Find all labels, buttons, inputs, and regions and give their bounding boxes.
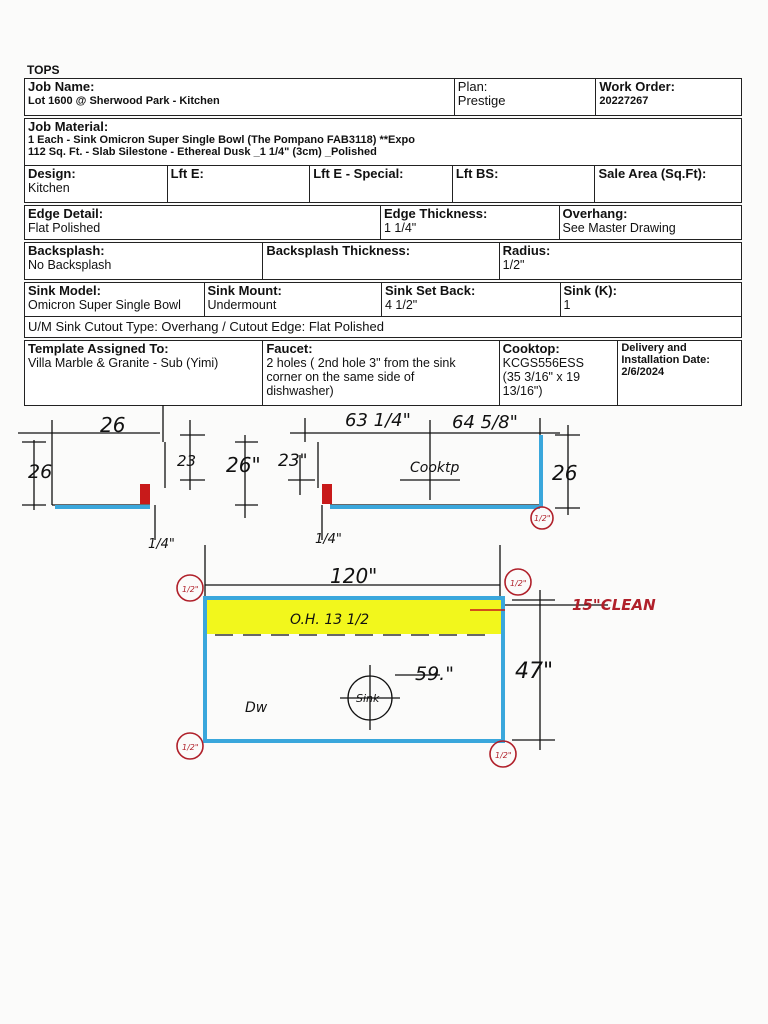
radius-cell	[500, 243, 741, 279]
lft-e-label: Lft E:	[170, 166, 204, 181]
radius-label-3: 1/2"	[510, 579, 527, 588]
dim-26-top: 26	[100, 413, 126, 437]
lft-e-cell	[168, 166, 311, 202]
overhang-value: See Master Drawing	[562, 221, 676, 235]
dim-26-mid: 26"	[226, 453, 261, 477]
dim-quarter-b: 1/4"	[315, 532, 342, 547]
dim-59: 59."	[415, 663, 454, 685]
left-sink-mark	[140, 484, 150, 504]
backsplash-thickness-cell	[263, 243, 499, 279]
faucet-label: Faucet:	[266, 341, 313, 356]
cooktop-line2: (35 3/16" x 19	[502, 370, 581, 384]
radius-markers	[177, 507, 553, 767]
dim-quarter-a: 1/4"	[148, 537, 175, 552]
template-label: Template Assigned To:	[28, 341, 169, 356]
sale-area-cell	[595, 166, 741, 202]
faucet-line3: dishwasher)	[266, 384, 334, 398]
cooktop-cell	[500, 341, 619, 405]
sink-mount-value: Undermount	[207, 298, 277, 312]
work-order-value: 20227267	[599, 95, 649, 107]
dim-47: 47"	[515, 659, 554, 684]
lft-bs-cell	[453, 166, 596, 202]
backsplash-thickness-label: Backsplash Thickness:	[266, 243, 411, 258]
sink-setback-cell	[382, 283, 561, 316]
edge-detail-cell	[25, 206, 381, 239]
dim-26-left: 26	[28, 461, 53, 483]
sink-k-label: Sink (K):	[563, 283, 617, 298]
overhang-label: Overhang:	[562, 206, 628, 221]
plan-label: Plan:	[457, 79, 488, 94]
dim-26-right: 26	[552, 461, 578, 485]
delivery-date: 2/6/2024	[621, 366, 665, 378]
dim-64: 64 5/8"	[452, 412, 518, 433]
cooktop-label-sketch: Cooktp	[410, 460, 460, 476]
template-row	[24, 340, 742, 406]
lft-e-special-cell	[310, 166, 453, 202]
cutout-row	[24, 317, 742, 338]
work-order-label: Work Order:	[599, 79, 675, 94]
job-name-value: Lot 1600 @ Sherwood Park - Kitchen	[28, 95, 220, 107]
dim-23-a: 23	[177, 452, 197, 470]
delivery-label-line1: Delivery and	[621, 342, 687, 354]
clean-note: 15"CLEAN	[572, 596, 656, 614]
radius-label: Radius:	[502, 243, 551, 258]
dim-23-b: 23"	[278, 451, 308, 471]
plan-cell	[455, 79, 597, 115]
radius-label-4: 1/2"	[182, 743, 199, 752]
radius-label-1: 1/2"	[534, 514, 551, 523]
design-row	[24, 166, 742, 203]
sale-area-label: Sale Area (Sq.Ft):	[598, 166, 707, 181]
work-order-cell	[596, 79, 741, 115]
job-row	[24, 78, 742, 116]
edge-thickness-value: 1 1/4"	[384, 221, 417, 235]
job-material-label: Job Material:	[28, 119, 109, 134]
design-cell	[25, 166, 168, 202]
sketch-linework	[18, 405, 608, 750]
edge-detail-value: Flat Polished	[28, 221, 101, 235]
sink-setback-label: Sink Set Back:	[385, 283, 476, 298]
template-cell	[25, 341, 263, 405]
radius-label-5: 1/2"	[495, 751, 512, 760]
overhang-cell	[560, 206, 742, 239]
job-form	[24, 78, 742, 406]
material-row	[24, 118, 742, 166]
edge-row	[24, 205, 742, 240]
design-label: Design:	[28, 166, 76, 181]
sink-label-sketch: Sink	[356, 692, 380, 705]
backsplash-label: Backsplash:	[28, 243, 105, 258]
sink-k-value: 1	[563, 298, 571, 312]
delivery-cell	[618, 341, 741, 405]
cooktop-label: Cooktop:	[502, 341, 560, 356]
faucet-line2: corner on the same side of	[266, 370, 415, 384]
job-material-line1: 1 Each - Sink Omicron Super Single Bowl (The Pompano FAB3118) **Expo	[28, 134, 415, 146]
finished-edge-lines	[55, 435, 541, 741]
sink-model-cell	[25, 283, 205, 316]
job-name-cell	[25, 79, 455, 115]
sink-setback-value: 4 1/2"	[385, 298, 418, 312]
sink-model-label: Sink Model:	[28, 283, 101, 298]
cooktop-line3: 13/16")	[502, 384, 543, 398]
delivery-label-line2: Installation Date:	[621, 354, 710, 366]
overhang-text: O.H. 13 1/2	[290, 612, 370, 628]
backsplash-value: No Backsplash	[28, 258, 112, 272]
dw-label-sketch: Dw	[245, 700, 268, 716]
right-sink-mark	[322, 484, 332, 504]
backsplash-cell	[25, 243, 263, 279]
radius-value: 1/2"	[502, 258, 525, 272]
faucet-cell	[263, 341, 499, 405]
edge-detail-label: Edge Detail:	[28, 206, 104, 221]
dim-120: 120"	[330, 564, 378, 588]
sink-k-cell	[561, 283, 742, 316]
um-cutout-cell: U/M Sink Cutout Type: Overhang / Cutout Edge: Flat Polished	[28, 319, 385, 334]
job-name-label: Job Name:	[28, 79, 95, 94]
cooktop-line1: KCGS556ESS	[502, 356, 584, 370]
backsplash-row	[24, 242, 742, 280]
job-material-line2: 112 Sq. Ft. - Slab Silestone - Ethereal Dusk _1 1/4" (3cm) _Polished	[28, 146, 377, 158]
job-material-cell	[25, 119, 741, 165]
sink-row	[24, 282, 742, 317]
sketch-labels	[28, 410, 656, 760]
dim-63: 63 1/4"	[345, 410, 411, 431]
sink-model-value: Omicron Super Single Bowl	[28, 298, 181, 312]
lft-bs-label: Lft BS:	[455, 166, 499, 181]
design-value: Kitchen	[28, 181, 70, 195]
tops-heading: TOPS	[27, 63, 60, 77]
edge-thickness-label: Edge Thickness:	[384, 206, 488, 221]
sink-mount-label: Sink Mount:	[207, 283, 282, 298]
faucet-line1: 2 holes ( 2nd hole 3" from the sink	[266, 356, 456, 370]
edge-thickness-cell	[381, 206, 560, 239]
sink-mount-cell	[205, 283, 383, 316]
lft-e-special-label: Lft E - Special:	[313, 166, 404, 181]
template-value: Villa Marble & Granite - Sub (Yimi)	[28, 356, 219, 370]
plan-value: Prestige	[457, 93, 506, 108]
countertop-sketch	[0, 400, 768, 780]
radius-label-2: 1/2"	[182, 585, 199, 594]
